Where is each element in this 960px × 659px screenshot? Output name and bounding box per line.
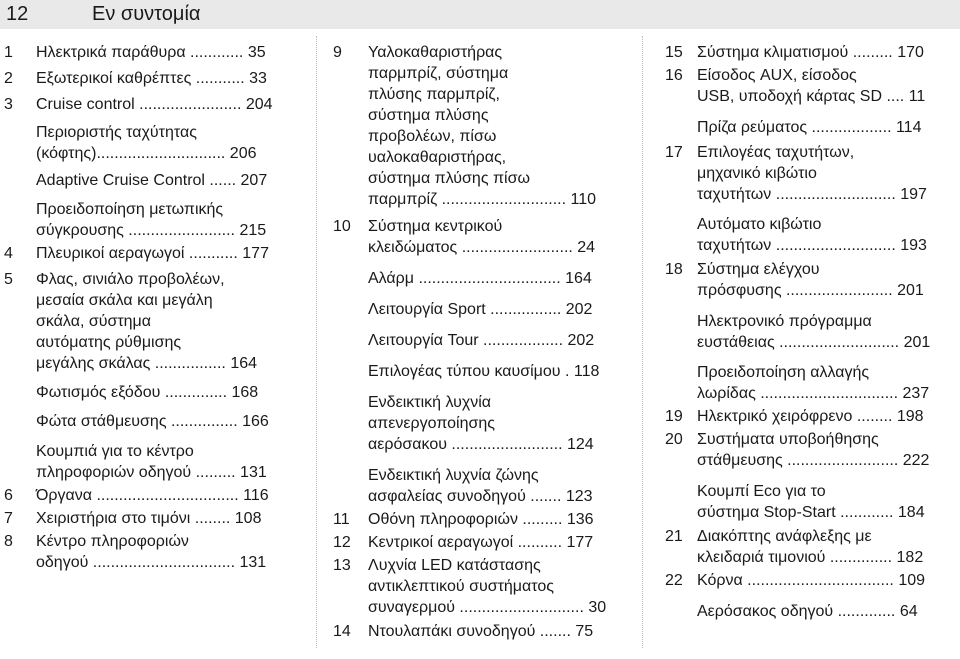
callout-number: 19 — [665, 408, 683, 425]
entry-text: κλειδαριά τιμονιού .............. 182 — [697, 549, 924, 566]
index-entry — [330, 330, 617, 351]
index-entry — [330, 465, 617, 507]
index-entry — [0, 243, 276, 264]
entry-text: Προειδοποίηση αλλαγής — [697, 364, 870, 381]
page-header — [0, 0, 960, 29]
entry-text: Φωτισμός εξόδου .............. 168 — [36, 384, 259, 401]
entry-text: Επιλογέας τύπου καυσίμου . 118 — [368, 363, 600, 380]
entry-text: Αυτόματο κιβώτιο — [697, 216, 822, 233]
entry-text: ευστάθειας ........................... 201 — [697, 334, 931, 351]
entry-text: Ενδεικτική λυχνία — [368, 394, 492, 411]
entry-text: Κέντρο πληροφοριών — [36, 533, 189, 550]
entry-text: Αερόσακος οδηγού ............. 64 — [697, 603, 918, 620]
entry-text: Ηλεκτρονικό πρόγραμμα — [697, 313, 872, 330]
entry-text: παρμπρίζ ............................ 110 — [368, 191, 596, 208]
entry-text: μεσαία σκάλα και μεγάλη — [36, 292, 213, 309]
entry-text: Φώτα στάθμευσης ............... 166 — [36, 413, 269, 430]
index-entry — [660, 429, 960, 471]
index-entry — [0, 42, 276, 63]
entry-text: Λυχνία LED κατάστασης — [368, 557, 541, 574]
callout-number: 1 — [4, 44, 13, 61]
page-number: 12 — [6, 3, 29, 25]
callout-number: 2 — [4, 70, 13, 87]
index-entry — [330, 392, 617, 455]
entry-text: απενεργοποίησης — [368, 415, 495, 432]
index-entry — [0, 508, 276, 529]
entry-text: λωρίδας ............................... 237 — [697, 385, 930, 402]
callout-number: 15 — [665, 44, 683, 61]
callout-number: 18 — [665, 261, 683, 278]
index-entry — [0, 411, 276, 432]
entry-text: Λειτουργία Tour .................. 202 — [368, 332, 595, 349]
entry-text: μεγάλης σκάλας ................ 164 — [36, 355, 258, 372]
entry-text: Πλευρικοί αεραγωγοί ........... 177 — [36, 245, 269, 262]
index-entry — [660, 65, 960, 107]
entry-text: Διακόπτης ανάφλεξης με — [697, 528, 872, 545]
callout-number: 8 — [4, 533, 13, 550]
callout-number: 4 — [4, 245, 13, 262]
entry-text: ασφαλείας συνοδηγού ....... 123 — [368, 488, 593, 505]
index-entry — [660, 311, 960, 353]
entry-text: σύγκρουσης ........................ 215 — [36, 222, 267, 239]
index-entry — [0, 382, 276, 403]
entry-text: σκάλα, σύστημα — [36, 313, 152, 330]
column-divider — [642, 36, 643, 648]
index-entry — [660, 526, 960, 568]
entry-text: ταχυτήτων ........................... 197 — [697, 186, 927, 203]
index-entry — [660, 570, 960, 591]
index-entry — [330, 555, 617, 618]
callout-number: 22 — [665, 572, 683, 589]
index-entry — [660, 117, 960, 138]
callout-number: 21 — [665, 528, 683, 545]
entry-text: Λειτουργία Sport ................ 202 — [368, 301, 593, 318]
entry-text: σύστημα πλύσης — [368, 107, 489, 124]
entry-text: Προειδοποίηση μετωπικής — [36, 201, 224, 218]
index-entry — [0, 269, 276, 374]
index-entry — [330, 509, 617, 530]
callout-number: 9 — [333, 44, 342, 61]
entry-text: Όργανα ................................ 116 — [36, 487, 269, 504]
entry-text: Ηλεκτρικά παράθυρα ............ 35 — [36, 44, 266, 61]
entry-text: Αλάρμ ................................ 164 — [368, 270, 592, 287]
entry-text: Χειριστήρια στο τιμόνι ........ 108 — [36, 510, 262, 527]
entry-text: Κόρνα ................................. 109 — [697, 572, 926, 589]
entry-text: στάθμευσης ......................... 222 — [697, 452, 930, 469]
entry-text: παρμπρίζ, σύστημα — [368, 65, 509, 82]
index-entry — [0, 531, 276, 573]
index-entry — [660, 601, 960, 622]
entry-text: προβολέων, πίσω — [368, 128, 497, 145]
entry-text: μηχανικό κιβώτιο — [697, 165, 817, 182]
index-entry — [330, 361, 617, 382]
entry-text: Σύστημα ελέγχου — [697, 261, 820, 278]
callout-number: 17 — [665, 144, 683, 161]
entry-text: Cruise control ....................... 204 — [36, 96, 273, 113]
entry-text: πληροφοριών οδηγού ......... 131 — [36, 464, 267, 481]
entry-text: πλύσης παρμπρίζ, — [368, 86, 500, 103]
entry-text: υαλοκαθαριστήρας, — [368, 149, 507, 166]
entry-text: Κεντρικοί αεραγωγοί .......... 177 — [368, 534, 594, 551]
entry-text: κλειδώματος ......................... 24 — [368, 239, 596, 256]
index-entry — [0, 199, 276, 241]
index-entry — [0, 441, 276, 483]
column-divider — [316, 36, 317, 648]
index-entry — [660, 42, 960, 63]
index-entry — [330, 268, 617, 289]
entry-text: Ενδεικτική λυχνία ζώνης — [368, 467, 539, 484]
entry-text: Adaptive Cruise Control ...... 207 — [36, 172, 268, 189]
callout-number: 3 — [4, 96, 13, 113]
entry-text: πρόσφυσης ........................ 201 — [697, 282, 924, 299]
entry-text: Κουμπιά για το κέντρο — [36, 443, 194, 460]
entry-text: USB, υποδοχή κάρτας SD .... 11 — [697, 88, 926, 105]
callout-number: 12 — [333, 534, 351, 551]
entry-text: Σύστημα κλιματισμού ......... 170 — [697, 44, 924, 61]
entry-text: Ντουλαπάκι συνοδηγού ....... 75 — [368, 623, 594, 640]
entry-text: Πρίζα ρεύματος .................. 114 — [697, 119, 922, 136]
entry-text: ταχυτήτων ........................... 193 — [697, 237, 927, 254]
entry-text: Επιλογέας ταχυτήτων, — [697, 144, 855, 161]
index-entry — [330, 216, 617, 258]
callout-number: 11 — [333, 511, 350, 528]
callout-number: 7 — [4, 510, 13, 527]
index-entry — [330, 621, 617, 642]
index-entry — [660, 362, 960, 404]
entry-text: Ηλεκτρικό χειρόφρενο ........ 198 — [697, 408, 924, 425]
callout-number: 14 — [333, 623, 351, 640]
callout-number: 20 — [665, 431, 683, 448]
entry-text: Φλας, σινιάλο προβολέων, — [36, 271, 225, 288]
callout-number: 6 — [4, 487, 13, 504]
index-entry — [660, 142, 960, 205]
entry-text: Εξωτερικοί καθρέπτες ........... 33 — [36, 70, 267, 87]
entry-text: αερόσακου ......................... 124 — [368, 436, 594, 453]
index-entry — [0, 485, 276, 506]
index-entry — [330, 532, 617, 553]
entry-text: σύστημα Stop-Start ............ 184 — [697, 504, 925, 521]
index-column-3 — [660, 42, 960, 622]
index-entry — [660, 481, 960, 523]
callout-number: 13 — [333, 557, 351, 574]
entry-text: Περιοριστής ταχύτητας — [36, 124, 197, 141]
index-entry — [660, 406, 960, 427]
index-entry — [330, 42, 617, 210]
callout-number: 16 — [665, 67, 683, 84]
entry-text: αυτόματης ρύθμισης — [36, 334, 182, 351]
entry-text: Υαλοκαθαριστήρας — [368, 44, 503, 61]
entry-text: σύστημα πλύσης πίσω — [368, 170, 530, 187]
entry-text: (κόφτης)............................. 206 — [36, 145, 257, 162]
index-entry — [0, 122, 276, 164]
entry-text: Σύστημα κεντρικού — [368, 218, 503, 235]
entry-text: Είσοδος AUX, είσοδος — [697, 67, 857, 84]
entry-text: Συστήματα υποβοήθησης — [697, 431, 879, 448]
index-entry — [0, 68, 276, 89]
index-entry — [0, 94, 276, 115]
callout-number: 10 — [333, 218, 351, 235]
entry-text: συναγερμού ............................ 30 — [368, 599, 607, 616]
index-entry — [660, 214, 960, 256]
index-entry — [660, 259, 960, 301]
entry-text: αντικλεπτικού συστήματος — [368, 578, 554, 595]
index-entry — [0, 170, 276, 191]
entry-text: Οθόνη πληροφοριών ......... 136 — [368, 511, 594, 528]
entry-text: Κουμπί Eco για το — [697, 483, 826, 500]
index-column-2 — [330, 42, 617, 642]
index-column-1 — [0, 42, 276, 573]
page-title: Εν συντομία — [92, 3, 201, 25]
callout-number: 5 — [4, 271, 13, 288]
index-entry — [330, 299, 617, 320]
entry-text: οδηγού ................................ 131 — [36, 554, 267, 571]
